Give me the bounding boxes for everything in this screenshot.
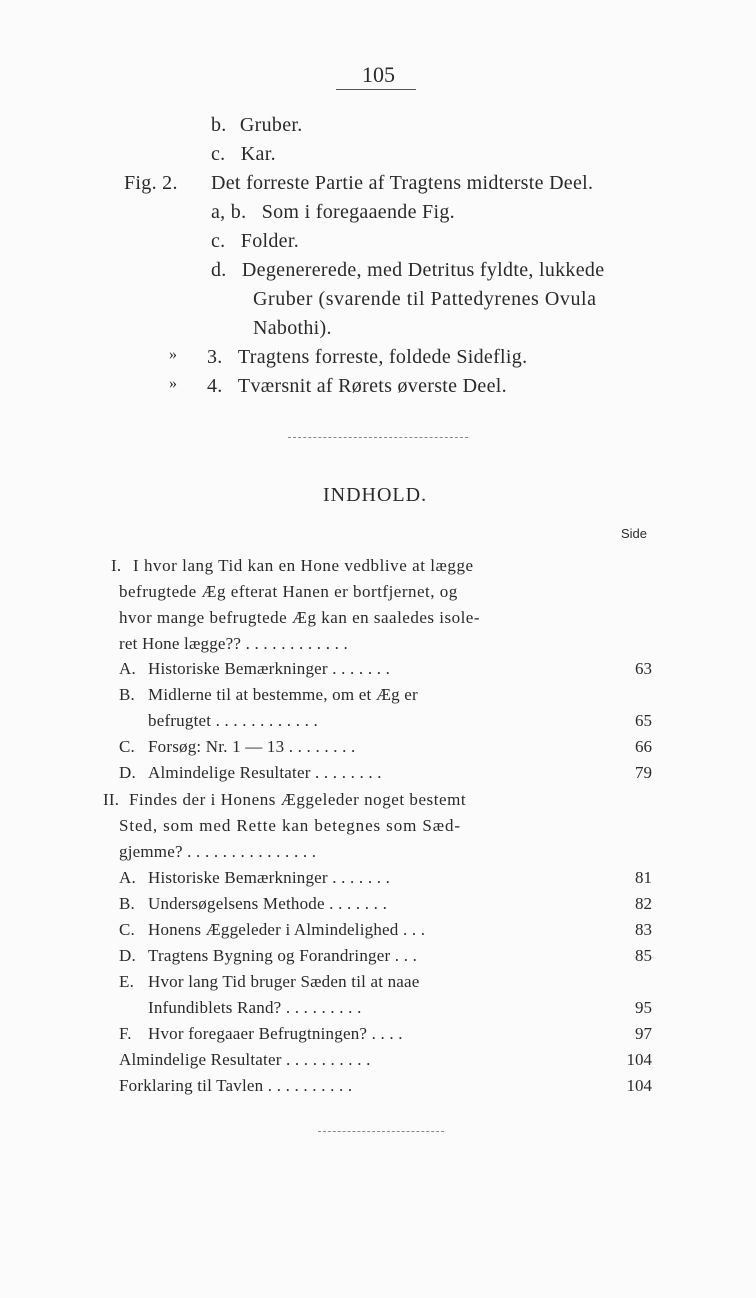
toc-entry-label: C. [119, 737, 135, 756]
toc-entry-label: A. [119, 659, 136, 678]
legend-row: a, b. Som i foregaaende Fig. [211, 201, 455, 223]
section-title-line: Findes der i Honens Æggeleder noget bestemt [129, 790, 467, 809]
bottom-rule [318, 1131, 444, 1132]
toc-entry-text: Infundiblets Rand? . . . . . . . . . [148, 998, 362, 1017]
page-column-label: Side [621, 526, 648, 541]
section-numeral: II. [103, 790, 120, 809]
toc-entry-label: C. [119, 920, 135, 939]
section-title-line: Sted, som med Rette kan betegnes som Sæd- [119, 816, 461, 835]
toc-entry-text: Honens Æggeleder i Almindelighed . . . [148, 920, 426, 939]
toc-entry-text: Hvor foregaaer Befrugtningen? . . . . [148, 1024, 403, 1043]
toc-entry-label: F. [119, 1024, 132, 1043]
toc-entry-text: befrugtet . . . . . . . . . . . . [148, 711, 318, 730]
toc-entry-text: Midlerne til at bestemme, om et Æg er [148, 685, 418, 704]
legend-row: c. Kar. [211, 143, 276, 165]
toc-entry-page: 104 [626, 1050, 652, 1069]
toc-entry-page: 81 [635, 868, 652, 887]
toc-entry-label: E. [119, 972, 135, 991]
legend-row: 3. Tragtens forreste, foldede Sideflig. [207, 346, 528, 368]
toc-entry-text: Almindelige Resultater . . . . . . . . . . [119, 1050, 371, 1069]
toc-entry-page: 83 [635, 920, 652, 939]
legend-row-continued: Gruber (svarende til Pattedyrenes Ovula [253, 288, 597, 310]
toc-entry-page: 97 [635, 1024, 652, 1043]
toc-entry-text: Forklaring til Tavlen . . . . . . . . . . [119, 1076, 353, 1095]
toc-entry-text: Undersøgelsens Methode . . . . . . . [148, 894, 388, 913]
toc-entry-page: 95 [635, 998, 652, 1017]
toc-entry-text: Almindelige Resultater . . . . . . . . [148, 763, 382, 782]
separator-rule [288, 437, 468, 438]
contents-heading: INDHOLD. [323, 484, 428, 506]
section-title-line: befrugtede Æg efterat Hanen er bortfjernet, og [119, 582, 458, 601]
toc-entry-text: Historiske Bemærkninger . . . . . . . [148, 659, 391, 678]
toc-entry-page: 66 [635, 737, 652, 756]
toc-entry-page: 79 [635, 763, 652, 782]
toc-entry-page: 82 [635, 894, 652, 913]
page-number: 105 [362, 62, 395, 87]
legend-row: 4. Tværsnit af Rørets øverste Deel. [207, 375, 507, 397]
legend-row: Det forreste Partie af Tragtens midterste Deel. [211, 172, 594, 194]
section-title-line: gjemme? . . . . . . . . . . . . . . . [119, 842, 317, 861]
section-title-line: ret Hone lægge?? . . . . . . . . . . . . [119, 634, 348, 653]
toc-entry-page: 63 [635, 659, 652, 678]
toc-entry-label: B. [119, 685, 135, 704]
legend-fig-2-prefix: Fig. 2. [124, 172, 178, 194]
toc-entry-text: Historiske Bemærkninger . . . . . . . [148, 868, 391, 887]
toc-entry-text: Hvor lang Tid bruger Sæden til at naae [148, 972, 420, 991]
toc-entry-label: B. [119, 894, 135, 913]
legend-row: b. Gruber. [211, 114, 303, 136]
toc-entry-text: Tragtens Bygning og Forandringer . . . [148, 946, 418, 965]
toc-entry-page: 85 [635, 946, 652, 965]
legend-row: c. Folder. [211, 230, 300, 252]
section-numeral: I. [111, 556, 122, 575]
section-title-line: I hvor lang Tid kan en Hone vedblive at lægge [133, 556, 474, 575]
toc-entry-text: Forsøg: Nr. 1 — 13 . . . . . . . . [148, 737, 356, 756]
section-title-line: hvor mange befrugtede Æg kan en saaledes isole- [119, 608, 481, 627]
legend-row: d. Degenererede, med Detritus fyldte, lukkede [211, 259, 605, 281]
toc-entry-label: A. [119, 868, 136, 887]
toc-entry-label: D. [119, 946, 136, 965]
toc-entry-label: D. [119, 763, 136, 782]
legend-ditto-mark: » [169, 375, 178, 392]
legend-row-continued: Nabothi). [253, 317, 332, 339]
toc-entry-page: 65 [635, 711, 652, 730]
legend-ditto-mark: » [169, 346, 178, 363]
toc-entry-page: 104 [626, 1076, 652, 1095]
page-number-rule [336, 89, 416, 90]
